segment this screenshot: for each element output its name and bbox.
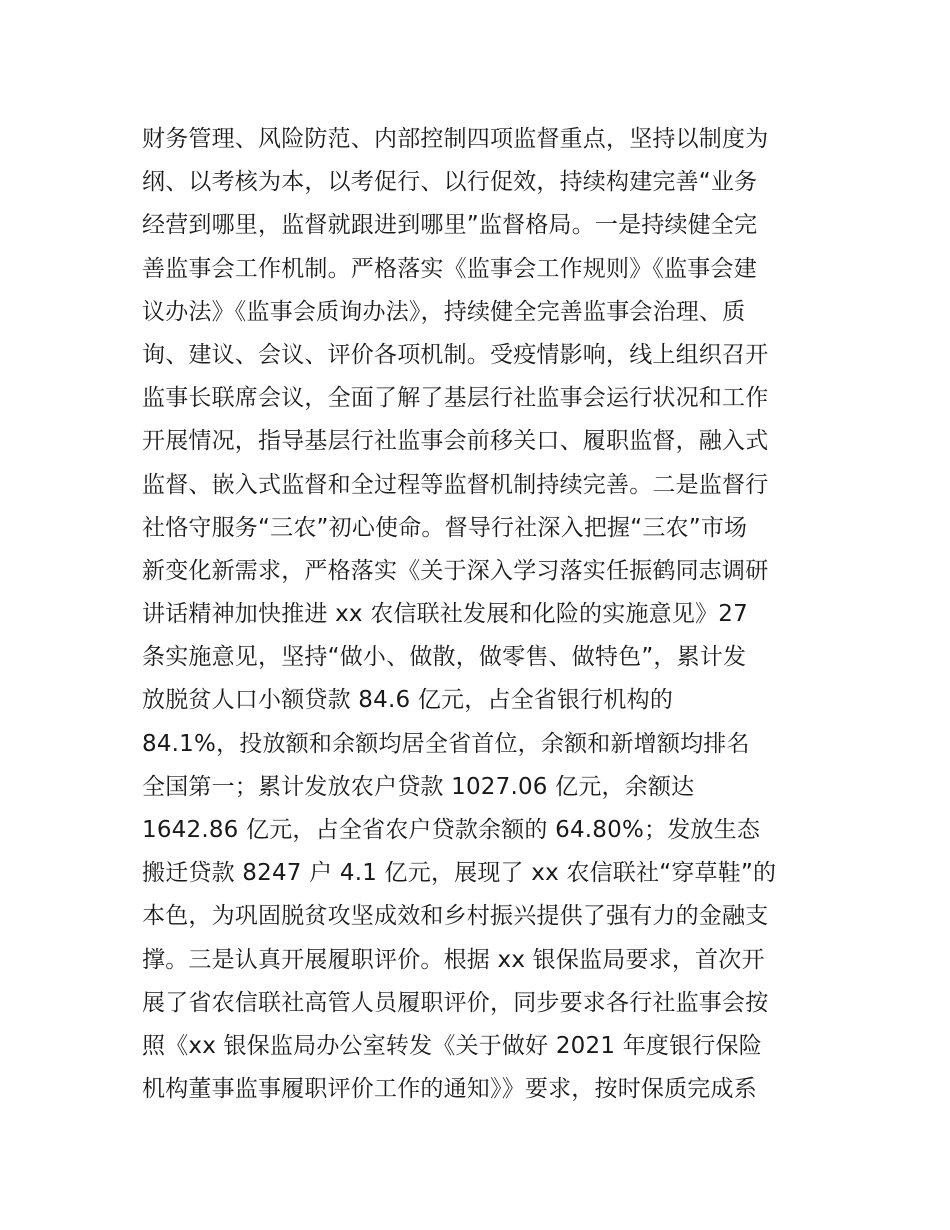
text-line-4: 善监事会工作机制。严格落实《监事会工作规则》《监事会建 (142, 255, 757, 282)
text-line-9: 监督、嵌入式监督和全过程等监督机制持续完善。二是监督行 (142, 471, 769, 498)
text-line-21: 展了省农信联社高管人员履职评价，同步要求各行社监事会按 (142, 989, 769, 1016)
text-line-17: 1642.86 亿元，占全省农户贷款余额的 64.80%；发放生态 (142, 817, 761, 843)
text-line-15: 84.1%，投放额和余额均居全省首位，余额和新增额均排名 (142, 730, 750, 757)
text-line-1: 财务管理、风险防范、内部控制四项监督重点，坚持以制度为 (142, 126, 769, 152)
text-line-12: 讲话精神加快推进 xx 农信联社发展和化险的实施意见》27 (142, 601, 748, 628)
text-line-22: 照《xx 银保监局办公室转发《关于做好 2021 年度银行保险 (142, 1032, 762, 1059)
text-line-2: 纲、以考核为本，以考促行、以行促效，持续构建完善“业务 (142, 169, 758, 196)
text-line-16: 全国第一；累计发放农户贷款 1027.06 亿元，余额达 (142, 773, 695, 800)
text-line-13: 条实施意见，坚持“做小、做散，做零售、做特色”，累计发 (142, 644, 747, 671)
body-text (142, 118, 822, 1111)
text-line-10: 社恪守服务“三农”初心使命。督导行社深入把握“三农”市场 (142, 514, 748, 541)
text-line-18: 搬迁贷款 8247 户 4.1 亿元，展现了 xx 农信联社“穿草鞋”的 (142, 860, 777, 887)
text-line-14: 放脱贫人口小额贷款 84.6 亿元，占全省银行机构的 (142, 687, 674, 714)
text-line-19: 本色，为巩固脱贫攻坚成效和乡村振兴提供了强有力的金融支 (142, 903, 769, 930)
text-line-5: 议办法》《监事会质询办法》，持续健全完善监事会治理、质 (142, 298, 746, 325)
text-line-11: 新变化新需求，严格落实《关于深入学习落实任振鹤同志调研 (142, 557, 769, 584)
text-line-20: 撑。三是认真开展履职评价。根据 xx 银保监局要求，首次开 (142, 946, 765, 973)
text-line-8: 开展情况，指导基层行社监事会前移关口、履职监督，融入式 (142, 428, 769, 455)
text-line-3: 经营到哪里，监督就跟进到哪里”监督格局。一是持续健全完 (142, 212, 758, 239)
text-line-6: 询、建议、会议、评价各项机制。受疫情影响，线上组织召开 (142, 341, 769, 368)
text-line-23: 机构董事监事履职评价工作的通知》》要求，按时保质完成系 (142, 1076, 757, 1103)
text-line-7: 监事长联席会议，全面了解了基层行社监事会运行状况和工作 (142, 385, 769, 412)
